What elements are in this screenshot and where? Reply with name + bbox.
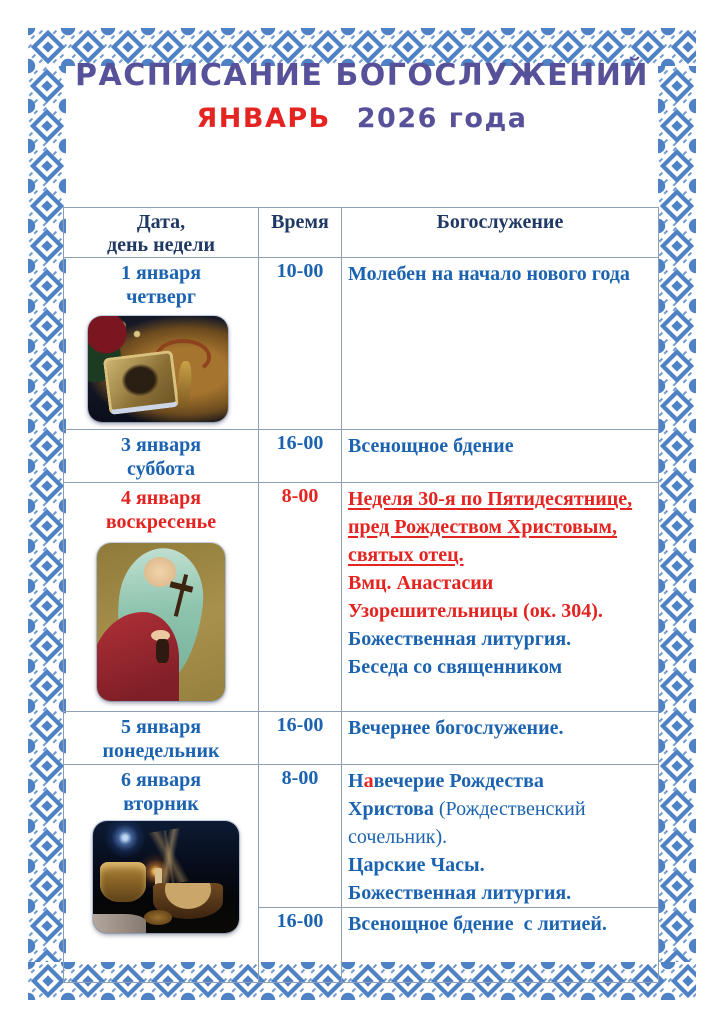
- table-row-jan6-morning: [64, 764, 659, 907]
- time-cell: 10-00: [259, 258, 342, 430]
- header-date: [64, 208, 259, 258]
- service-text: Царские Часы.: [348, 853, 485, 876]
- header-date-line2: день недели: [107, 234, 215, 256]
- header-time: Время: [259, 208, 342, 258]
- table-row-jan1: [64, 258, 659, 430]
- service-cell: [342, 430, 659, 483]
- service-text-parenthetical: (Рождественский сочельник).: [348, 797, 586, 848]
- time-cell: 16-00: [259, 711, 342, 764]
- st-anastasia-icon: [97, 543, 225, 701]
- gospel-book-photo: [88, 316, 228, 422]
- subtitle-year: 2026 года: [356, 103, 528, 134]
- time-cell: 16-00: [259, 907, 342, 982]
- service-text: Божественная литургия.: [348, 881, 572, 904]
- date-day: 4 января: [120, 486, 202, 509]
- christmas-eve-photo: [93, 821, 239, 933]
- time-cell: 8-00: [259, 764, 342, 907]
- service-text: Всенощное бдение с литией.: [348, 912, 607, 935]
- date-day: 1 января: [120, 262, 202, 284]
- table-row-jan5: [64, 711, 659, 764]
- service-cell: [342, 907, 659, 982]
- page-header: [40, 58, 684, 134]
- service-text: Божественная литургия.: [348, 627, 572, 650]
- wheat-sheaf: [136, 825, 202, 887]
- subtitle-month: ЯНВАРЬ: [196, 103, 331, 134]
- service-text: Беседа со священником: [348, 655, 563, 678]
- feast-title-line: Неделя 30-я по Пятидесятнице,: [348, 487, 633, 510]
- book-medallion: [120, 362, 161, 398]
- icon-vessel: [156, 639, 169, 663]
- date-cell: [64, 711, 259, 764]
- ornament-border-left: [28, 66, 66, 962]
- header-service: Богослужение: [342, 208, 659, 258]
- date-cell: [64, 258, 259, 430]
- saint-commemoration: Вмц. Анастасии Узорешительницы (ок. 304).: [348, 571, 603, 622]
- date-day: 5 января: [120, 715, 202, 738]
- header-date-line1: Дата,: [136, 211, 186, 233]
- embroidered-cloth: [93, 914, 146, 933]
- service-text: [348, 767, 620, 851]
- date-weekday: понедельник: [102, 740, 220, 763]
- gospel-book: [103, 350, 180, 415]
- date-weekday: вторник: [123, 792, 199, 815]
- table-row-jan4: [64, 482, 659, 711]
- table-row-jan3: [64, 430, 659, 483]
- date-cell: [64, 764, 259, 982]
- date-weekday: четверг: [126, 286, 196, 309]
- date-weekday: суббота: [127, 458, 195, 481]
- service-text-red-letter: а: [363, 769, 374, 792]
- service-cell: [342, 764, 659, 907]
- page-title: РАСПИСАНИЕ БОГОСЛУЖЕНИЙ: [75, 58, 649, 93]
- ornament-border-right: [658, 66, 696, 962]
- service-text-part: вечерие Рождества Христова: [348, 769, 544, 820]
- service-text: Вечернее богослужение.: [348, 716, 564, 739]
- service-text: Всенощное бдение: [348, 435, 514, 457]
- service-text: Молебен на начало нового года: [348, 263, 630, 285]
- candle-holder: [144, 910, 172, 925]
- date-cell: [64, 430, 259, 483]
- service-cell: [342, 258, 659, 430]
- service-cell: [342, 482, 659, 711]
- page-subtitle: [40, 103, 684, 134]
- date-weekday: воскресенье: [105, 511, 217, 534]
- feast-title-line: святых отец.: [348, 543, 464, 566]
- gold-cup: [100, 862, 145, 902]
- service-text-part: Н: [348, 769, 364, 792]
- date-day: 6 января: [120, 768, 202, 791]
- date-day: 3 января: [120, 434, 202, 456]
- date-cell: [64, 482, 259, 711]
- services-table: [63, 207, 659, 983]
- table-header-row: [64, 208, 659, 258]
- service-cell: [342, 711, 659, 764]
- feast-title-line: пред Рождеством Христовым,: [348, 515, 618, 538]
- time-cell: 8-00: [259, 482, 342, 711]
- time-cell: 16-00: [259, 430, 342, 483]
